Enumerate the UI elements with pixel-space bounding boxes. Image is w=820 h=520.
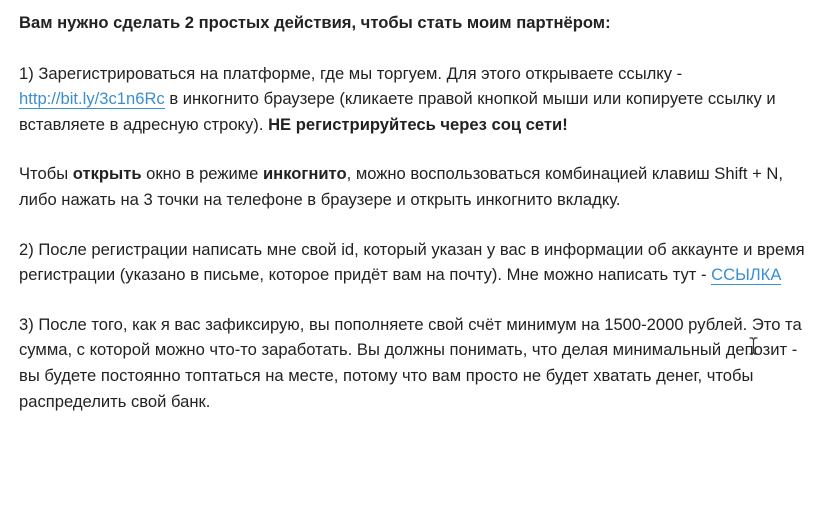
incognito-bold-mode: инкогнито	[262, 164, 347, 184]
registration-link[interactable]: http://bit.ly/3c1n6Rc	[19, 89, 165, 109]
step-3-paragraph: 3) После того, как я вас зафиксирую, вы пополняете свой счёт минимум на 1500-2000 рублей. Это та сумма, с которой можно что-то заработать. Вы должны понимать, что делая минимальный депозит - вы будете постоянно топтаться на месте, потому что вам просто не будет хватать денег, чтобы распределить свой банк.	[19, 314, 802, 411]
step-1-warning: НЕ регистрируйтесь через соц сети!	[268, 114, 568, 134]
step-2-paragraph	[19, 237, 809, 288]
incognito-text-3: , можно воспользоваться комбинацией клавиш Shift + N, либо нажать на 3 точки на телефоне в браузере и открыть инкогнито вкладку.	[19, 164, 783, 209]
step-1-instructions: в инкогнито браузере (кликаете правой кнопкой мыши или копируете ссылку и вставляете в адресную строку).	[19, 89, 776, 134]
incognito-bold-open: открыть	[72, 164, 142, 184]
message-heading: Вам нужно сделать 2 простых действия, чтобы стать моим партнёром:	[19, 13, 611, 32]
step-1-paragraph	[19, 61, 809, 138]
message-body	[19, 10, 809, 414]
step-2-text: 2) После регистрации написать мне свой id, который указан у вас в информации об аккаунте и время регистрации (указано в письме, которое придёт вам на почту). Мне можно написать тут -	[19, 239, 805, 285]
text-cursor-icon	[749, 337, 758, 355]
contact-link[interactable]: ССЫЛКА	[711, 265, 782, 285]
incognito-text-2: окно в режиме	[141, 164, 263, 184]
step-1-intro: 1) Зарегистрироваться на платформе, где мы торгуем. Для этого открываете ссылку -	[19, 63, 683, 83]
incognito-text-1: Чтобы	[19, 164, 73, 184]
incognito-paragraph	[19, 161, 809, 212]
